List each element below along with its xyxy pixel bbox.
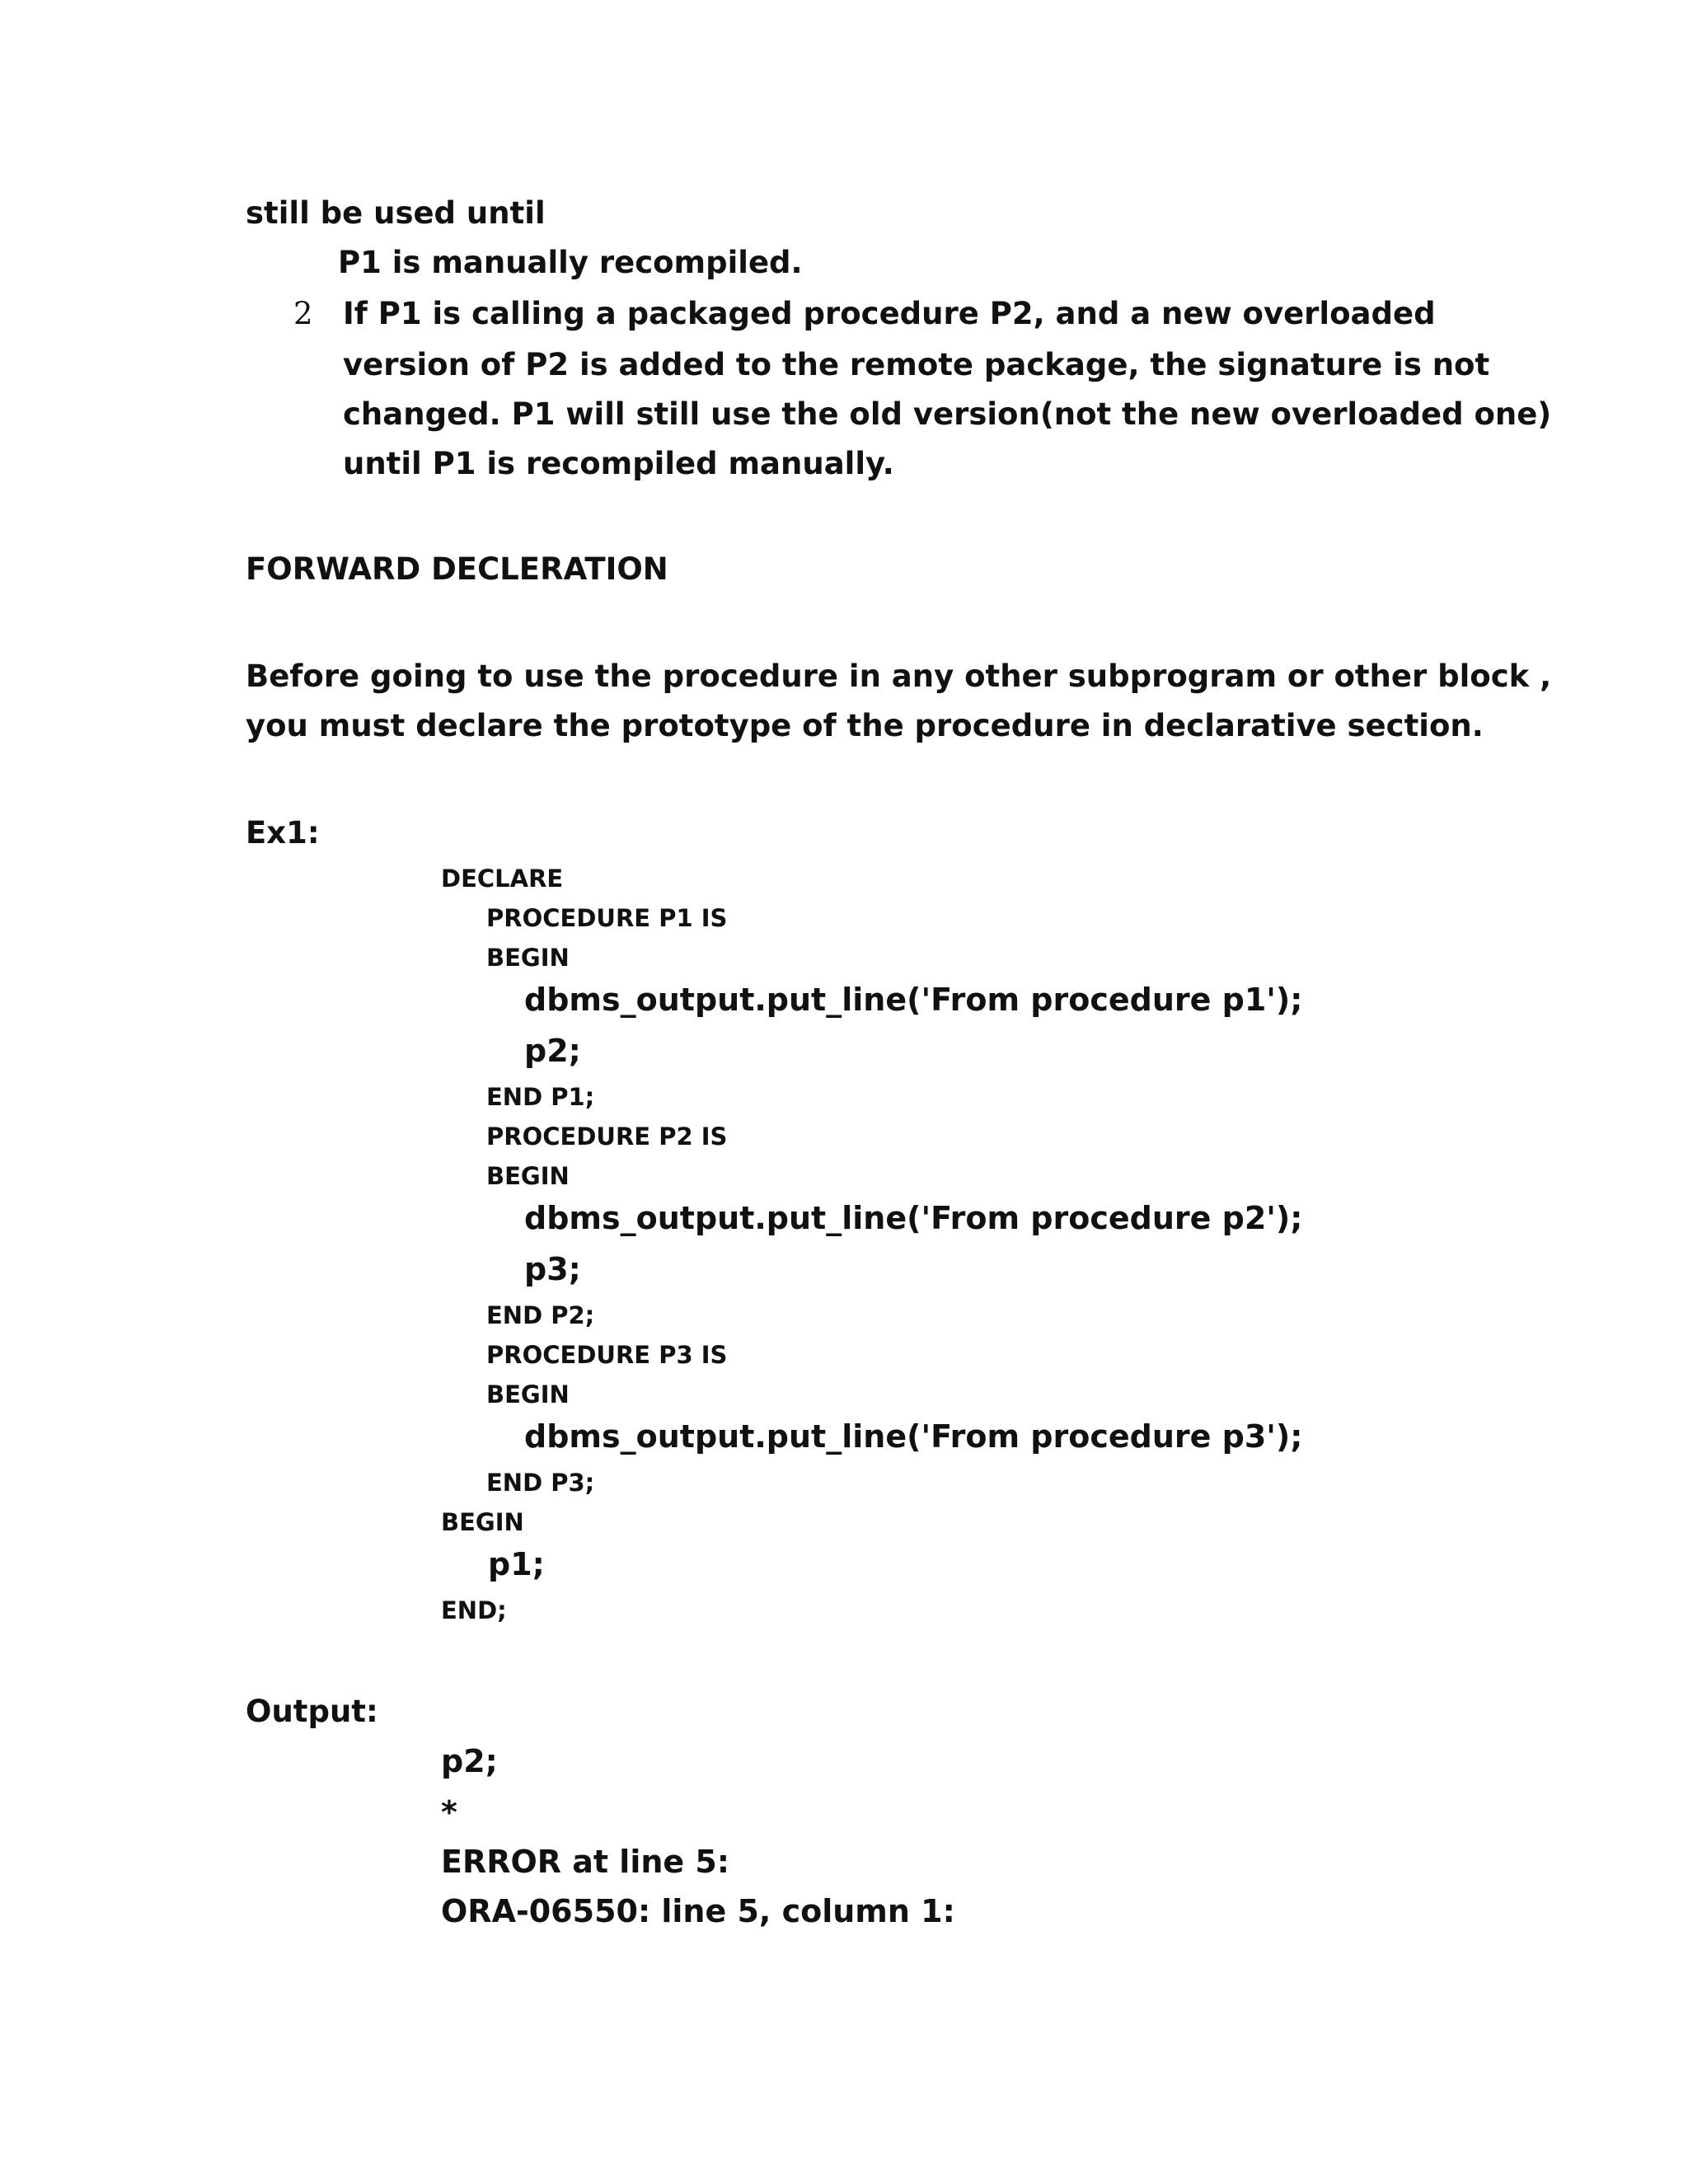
code-line: PROCEDURE P2 IS <box>486 1122 728 1151</box>
list-item-line: version of P2 is added to the remote package, the signature is not <box>343 347 1490 382</box>
code-line: BEGIN <box>441 1508 524 1536</box>
code-line: dbms_output.put_line('From procedure p2'); <box>524 1200 1303 1236</box>
code-line: p1; <box>488 1546 545 1582</box>
intro-line-1: still be used until <box>246 195 546 231</box>
code-line: dbms_output.put_line('From procedure p1'); <box>524 982 1303 1018</box>
list-item-line: changed. P1 will still use the old version(not the new overloaded one) <box>343 396 1552 432</box>
code-line: dbms_output.put_line('From procedure p3'); <box>524 1418 1303 1455</box>
output-line: ORA-06550: line 5, column 1: <box>441 1893 955 1929</box>
code-line: DECLARE <box>441 865 564 893</box>
output-line: p2; <box>441 1743 498 1779</box>
code-line: END; <box>441 1596 507 1624</box>
code-line: p3; <box>524 1251 581 1287</box>
output-line: * <box>441 1794 457 1830</box>
output-label: Output: <box>246 1694 378 1729</box>
list-item-line: If P1 is calling a packaged procedure P2, and a new overloaded <box>343 296 1436 331</box>
code-line: BEGIN <box>486 944 570 972</box>
list-item-number: 2 <box>293 296 313 331</box>
code-line: PROCEDURE P1 IS <box>486 904 728 932</box>
intro-line-2: P1 is manually recompiled. <box>338 245 803 280</box>
code-line: PROCEDURE P3 IS <box>486 1341 728 1369</box>
code-line: END P3; <box>486 1469 595 1497</box>
code-line: END P1; <box>486 1083 595 1111</box>
section-heading: FORWARD DECLERATION <box>246 551 668 587</box>
code-line: BEGIN <box>486 1162 570 1190</box>
code-line: BEGIN <box>486 1380 570 1408</box>
output-line: ERROR at line 5: <box>441 1844 730 1880</box>
example-label: Ex1: <box>246 815 320 851</box>
list-item-line: until P1 is recompiled manually. <box>343 446 894 481</box>
paragraph-line-1: Before going to use the procedure in any other subprogram or other block , <box>246 658 1552 694</box>
code-line: p2; <box>524 1033 581 1069</box>
paragraph-line-2: you must declare the prototype of the procedure in declarative section. <box>246 708 1484 743</box>
code-line: END P2; <box>486 1301 595 1329</box>
